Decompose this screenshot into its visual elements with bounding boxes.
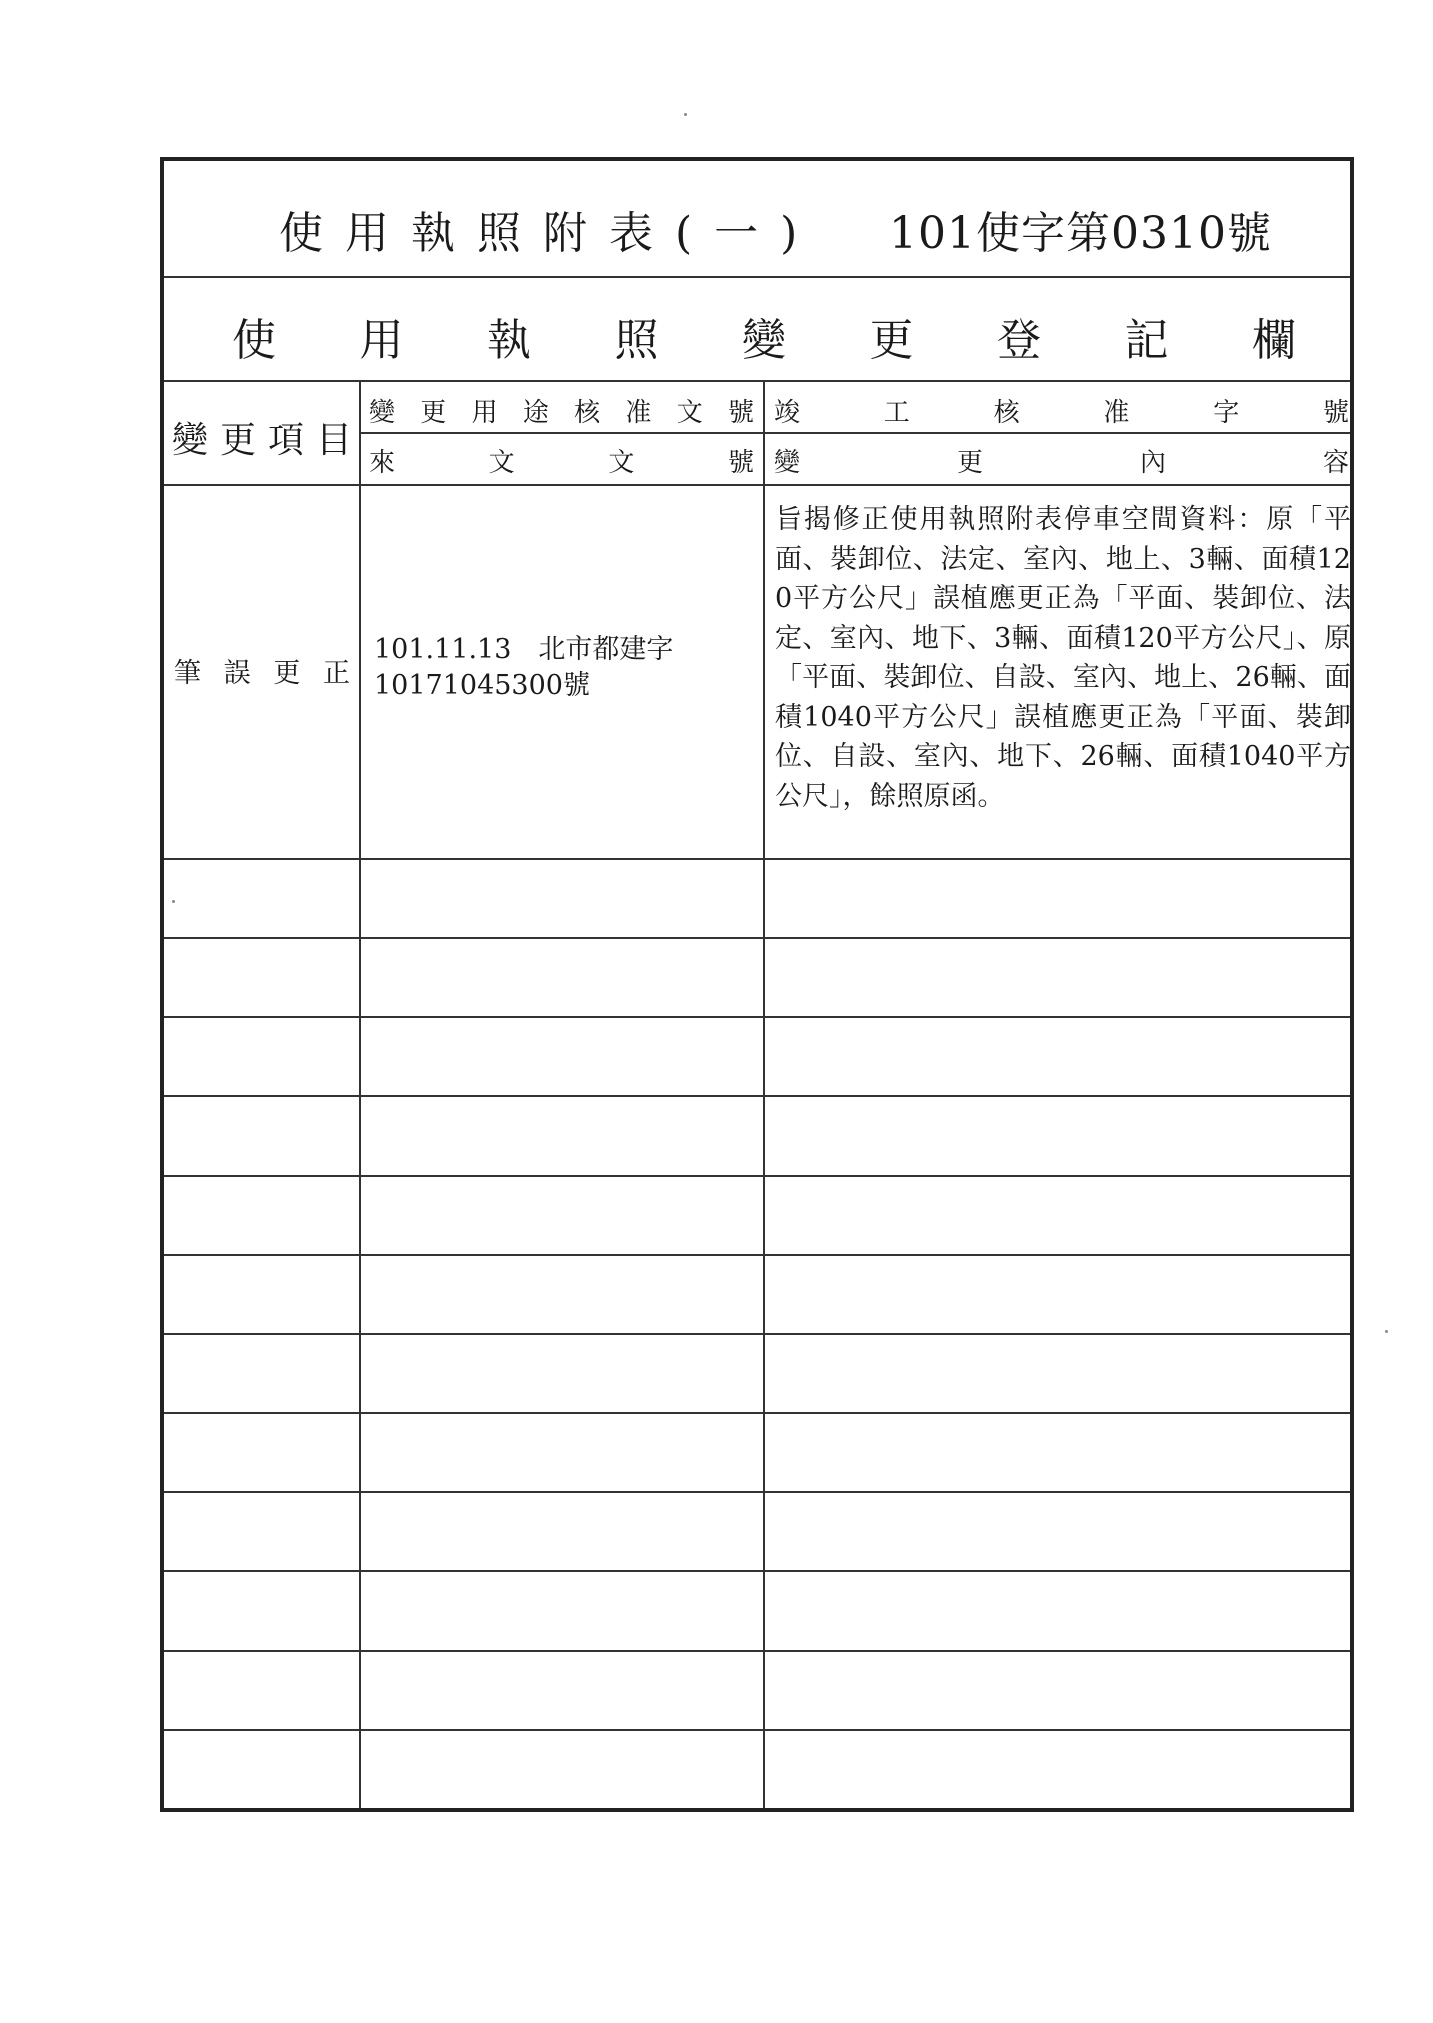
label-char: 途 — [522, 398, 549, 428]
label-char: 用 — [471, 398, 498, 428]
label-char: 更 — [956, 448, 983, 478]
label-char: 工 — [883, 398, 910, 428]
header-approval-doc — [369, 392, 754, 429]
scan-speck — [684, 113, 687, 116]
label-char: 更 — [219, 420, 256, 461]
label-char: 號 — [727, 398, 754, 428]
label-char: 文 — [608, 448, 635, 478]
label-char: 筆 — [174, 658, 201, 689]
label-char: 核 — [993, 398, 1020, 428]
subtitle-row — [164, 276, 1350, 382]
table-row — [164, 1491, 1350, 1572]
label-char: 文 — [676, 398, 703, 428]
table-row — [164, 1175, 1350, 1256]
table-row — [164, 1571, 1350, 1652]
label-char: 目 — [315, 420, 352, 461]
label-char: 項 — [267, 420, 304, 461]
label-char: 變 — [774, 448, 801, 478]
permit-annex-table — [160, 157, 1354, 1812]
title-row — [164, 161, 1350, 278]
table-row — [164, 1412, 1350, 1493]
header-change-content — [774, 442, 1349, 479]
table-row — [164, 1729, 1350, 1808]
table-row — [164, 1254, 1350, 1335]
label-char: 竣 — [774, 398, 801, 428]
label-char: 來 — [369, 448, 396, 478]
label-char: 變 — [172, 420, 209, 461]
label-char: 容 — [1322, 448, 1349, 478]
label-char: 號 — [1322, 398, 1349, 428]
label-char: 正 — [322, 658, 350, 689]
incoming-doc-cell: 101.11.13 北市都建字 10171045300號 — [374, 634, 674, 701]
change-registration-heading: 使 用 執 照 變 更 登 記 欄 — [232, 315, 1296, 366]
change-content-cell: 旨揭修正使用執照附表停車空間資料：原「平面、裝卸位、法定、室內、地上、3輛、面積120平方公尺」誤植應更正為「平面、裝卸位、法定、室內、地下、3輛、面積120平方公尺」、原「平面、裝卸位、自設、室內、地上、26輛、面積1040平方公尺」誤植應更正為「平面、裝卸位、自設、室內、地下、26輛、面積1040平方公尺」，餘照原函。 — [775, 504, 1351, 812]
label-char: 更 — [273, 658, 301, 689]
header-incoming-doc — [369, 442, 754, 479]
change-item-cell — [174, 651, 350, 690]
table-row — [164, 1016, 1350, 1097]
table-row — [164, 1096, 1350, 1177]
header-completion-no — [774, 392, 1349, 429]
label-char: 核 — [574, 398, 601, 428]
annex-title: 使用執照附表(一) — [279, 208, 820, 259]
label-char: 號 — [727, 448, 754, 478]
label-char: 准 — [625, 398, 652, 428]
label-char: 字 — [1213, 398, 1240, 428]
scan-speck — [1385, 1330, 1388, 1333]
header-divider — [359, 432, 1350, 434]
table-row — [164, 858, 1350, 939]
label-char: 誤 — [223, 658, 251, 689]
header-change-item — [172, 412, 352, 463]
table-row — [164, 1333, 1350, 1414]
column-header-row — [164, 380, 1350, 486]
table-row — [164, 937, 1350, 1018]
table-row — [164, 484, 1350, 860]
label-char: 變 — [369, 398, 396, 428]
label-char: 准 — [1103, 398, 1130, 428]
table-row — [164, 1650, 1350, 1731]
label-char: 更 — [420, 398, 447, 428]
permit-number: 101使字第0310號 — [889, 208, 1272, 259]
label-char: 內 — [1139, 448, 1166, 478]
label-char: 文 — [488, 448, 515, 478]
